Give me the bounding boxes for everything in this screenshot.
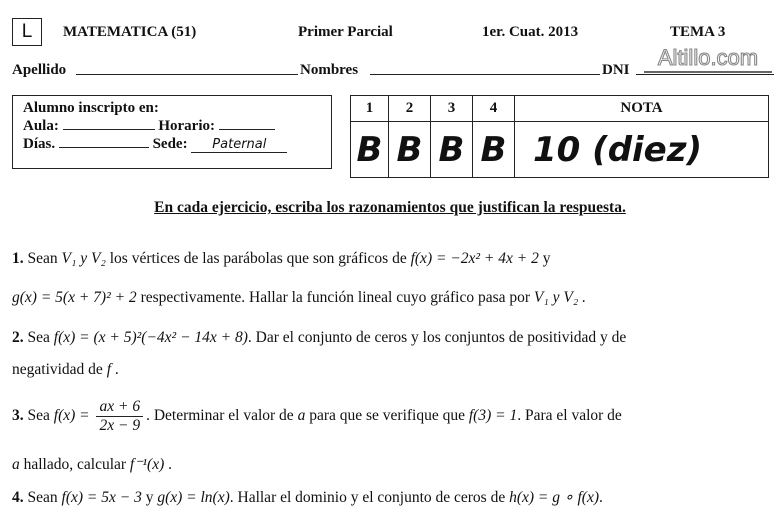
enrollment-box (12, 95, 332, 169)
topic-label: TEMA 3 (670, 24, 726, 40)
sede-value[interactable]: Paternal (191, 137, 287, 153)
exercise-3-line-1 (12, 398, 622, 435)
svg-text:Altillo.com: Altillo.com (657, 45, 759, 70)
grade-header-1: 1 (351, 96, 389, 122)
exercise-text: Sea (27, 329, 50, 346)
apellido-label: Apellido (12, 62, 67, 78)
exercise-4-number: 4. (12, 489, 24, 506)
exercise-text: . Para el valor de (517, 407, 622, 425)
exercise-text: respectivamente. Hallar la función lineal cuyo gráfico pasa por (140, 289, 531, 306)
exercise-text: negatividad de (12, 361, 103, 378)
exercise-math: f(x) = 5x − 3 (61, 489, 142, 506)
aula-field[interactable] (63, 117, 155, 130)
exercise-4-line-1 (12, 488, 603, 507)
exercise-text: . (114, 361, 119, 378)
enrollment-title: Alumno inscripto en: (23, 100, 159, 116)
instruction-heading: En cada ejercicio, escriba los razonamientos que justifican la respuesta. (154, 199, 626, 216)
tema-letter-badge: L (12, 18, 42, 46)
exercise-2-line-1 (12, 329, 626, 347)
dni-label: DNI (602, 62, 630, 78)
exercise-3-fraction (96, 398, 143, 435)
exercise-math: a (297, 407, 306, 425)
grade-value-2: B (389, 122, 431, 178)
exercise-2-line-2 (12, 361, 119, 379)
exercise-math: V₁ y V₂ (61, 250, 106, 267)
exercise-text: . Determinar el valor de (146, 407, 294, 425)
grade-header-2: 2 (389, 96, 431, 122)
dias-label: Días. (23, 136, 56, 152)
nombres-label: Nombres (300, 62, 359, 78)
exercise-3-line-2 (12, 455, 172, 474)
exercise-text: . (168, 456, 173, 473)
apellido-field[interactable] (76, 74, 298, 75)
exercise-math: f(3) = 1 (468, 407, 518, 425)
exercise-1-line-1 (12, 250, 550, 268)
grade-value-3: B (431, 122, 473, 178)
exercise-text: para que se verifique que (309, 407, 465, 425)
nombres-field[interactable] (370, 74, 600, 75)
exercise-1-line-2 (12, 289, 586, 307)
grade-value-nota: 10 (diez) (515, 122, 769, 178)
exercise-text: Sean (27, 250, 58, 267)
exercise-text: . (598, 489, 603, 506)
exercise-math: V₁ y V₂ . (533, 289, 587, 306)
exercise-text: Sea (27, 407, 50, 425)
fraction-numerator: ax + 6 (96, 398, 143, 417)
exercise-math: g(x) = 5(x + 7)² + 2 (12, 289, 137, 306)
exercise-1-number: 1. (12, 250, 24, 267)
exercise-math: f (106, 361, 112, 378)
altillo-watermark-logo (642, 44, 774, 74)
exercise-math: f(x) = −2x² + 4x + 2 (410, 250, 539, 267)
grade-header-3: 3 (431, 96, 473, 122)
exercise-text: los vértices de las parábolas que son gráficos de (109, 250, 407, 267)
exercise-math: f(x) = (x + 5)²(−4x² − 14x + 8) (53, 329, 248, 346)
exercise-text: . Hallar el dominio y el conjunto de ceros de (229, 489, 506, 506)
fraction-denominator: 2x − 9 (99, 417, 141, 434)
exercise-3-number: 3. (12, 407, 24, 425)
exercise-math: f⁻¹(x) (129, 456, 165, 473)
horario-label: Horario: (158, 118, 215, 134)
dni-field[interactable] (636, 74, 774, 75)
exercise-text: Sean (27, 489, 58, 506)
dias-field[interactable] (59, 135, 149, 148)
horario-field[interactable] (219, 117, 275, 130)
exercise-math: a (12, 456, 20, 473)
exercise-2-number: 2. (12, 329, 24, 346)
grade-header-4: 4 (473, 96, 515, 122)
exercise-text: hallado, calcular (23, 456, 127, 473)
exercise-math: h(x) = g ∘ f(x) (509, 489, 599, 506)
exercise-text: y (542, 250, 551, 267)
grade-header-nota: NOTA (515, 96, 769, 122)
term-label: 1er. Cuat. 2013 (482, 24, 579, 40)
grade-value-4: B (473, 122, 515, 178)
exam-title: Primer Parcial (298, 24, 393, 40)
aula-label: Aula: (23, 118, 59, 134)
exercise-text: y (145, 489, 154, 506)
course-title: MATEMATICA (51) (63, 24, 197, 40)
grade-value-1: B (351, 122, 389, 178)
sede-label: Sede: (152, 136, 188, 152)
exercise-text: . Dar el conjunto de ceros y los conjuntos de positividad y de (247, 329, 627, 346)
grade-table (350, 95, 769, 178)
exercise-math: f(x) = (53, 407, 90, 425)
exercise-math: g(x) = ln(x) (157, 489, 230, 506)
